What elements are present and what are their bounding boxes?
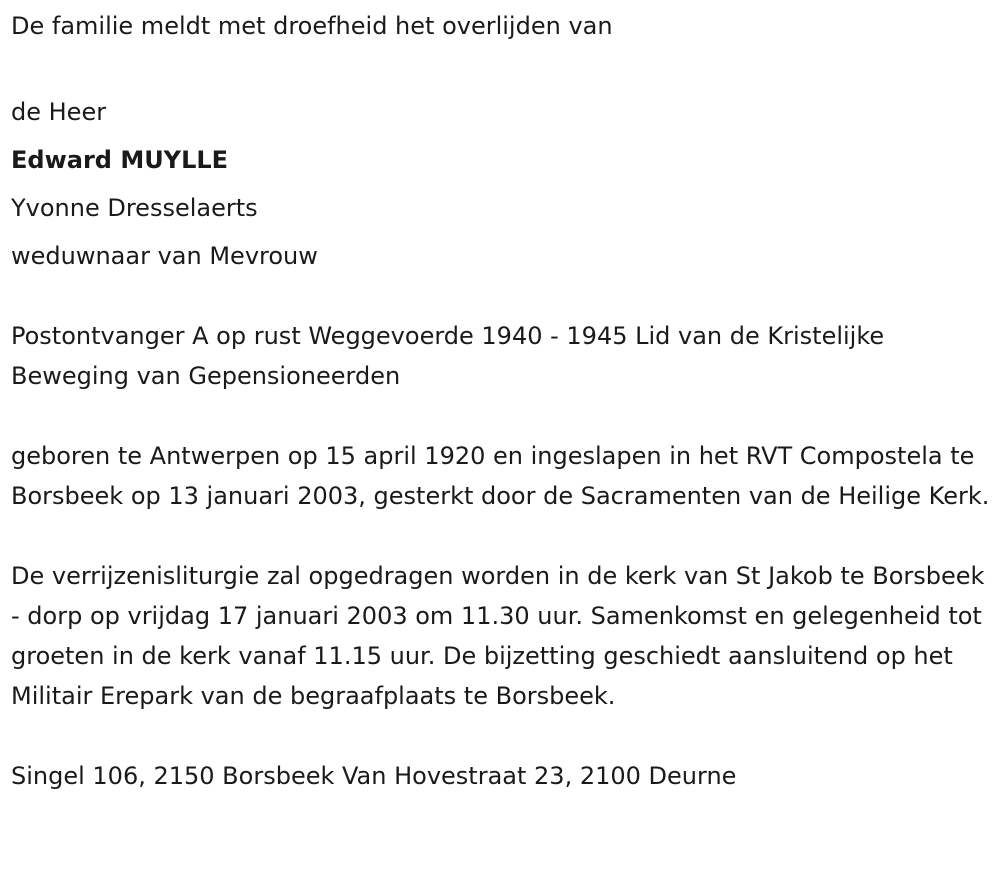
spouse-relation: weduwnaar van Mevrouw (11, 242, 318, 270)
deceased-name: Edward MUYLLE (11, 146, 229, 174)
title-text: de Heer (11, 98, 107, 126)
intro-text: De familie meldt met droefheid het overlijden van (11, 12, 613, 40)
ceremony-paragraph: De verrijzenisliturgie zal opgedragen worden in de kerk van St Jakob te Borsbeek - dorp op vrijdag 17 januari 2003 om 11.30 uur. Samenkomst en gelegenheid tot groeten in de kerk vanaf 11.15 uur. De bijzetting geschiedt aansluitend op het Militair Erepark van de begraafplaats te Borsbeek. (11, 562, 985, 710)
addresses-text: Singel 106, 2150 Borsbeek Van Hovestraat 23, 2100 Deurne (11, 762, 737, 790)
birth-death-paragraph: geboren te Antwerpen op 15 april 1920 en ingeslapen in het RVT Compostela te Borsbeek op 13 januari 2003, gesterkt door de Sacramenten van de Heilige Kerk. (11, 442, 990, 510)
spouse-name: Yvonne Dresselaerts (11, 194, 258, 222)
death-notice (11, 0, 991, 796)
career-paragraph: Postontvanger A op rust Weggevoerde 1940 - 1945 Lid van de Kristelijke Beweging van Gepensioneerden (11, 322, 885, 390)
